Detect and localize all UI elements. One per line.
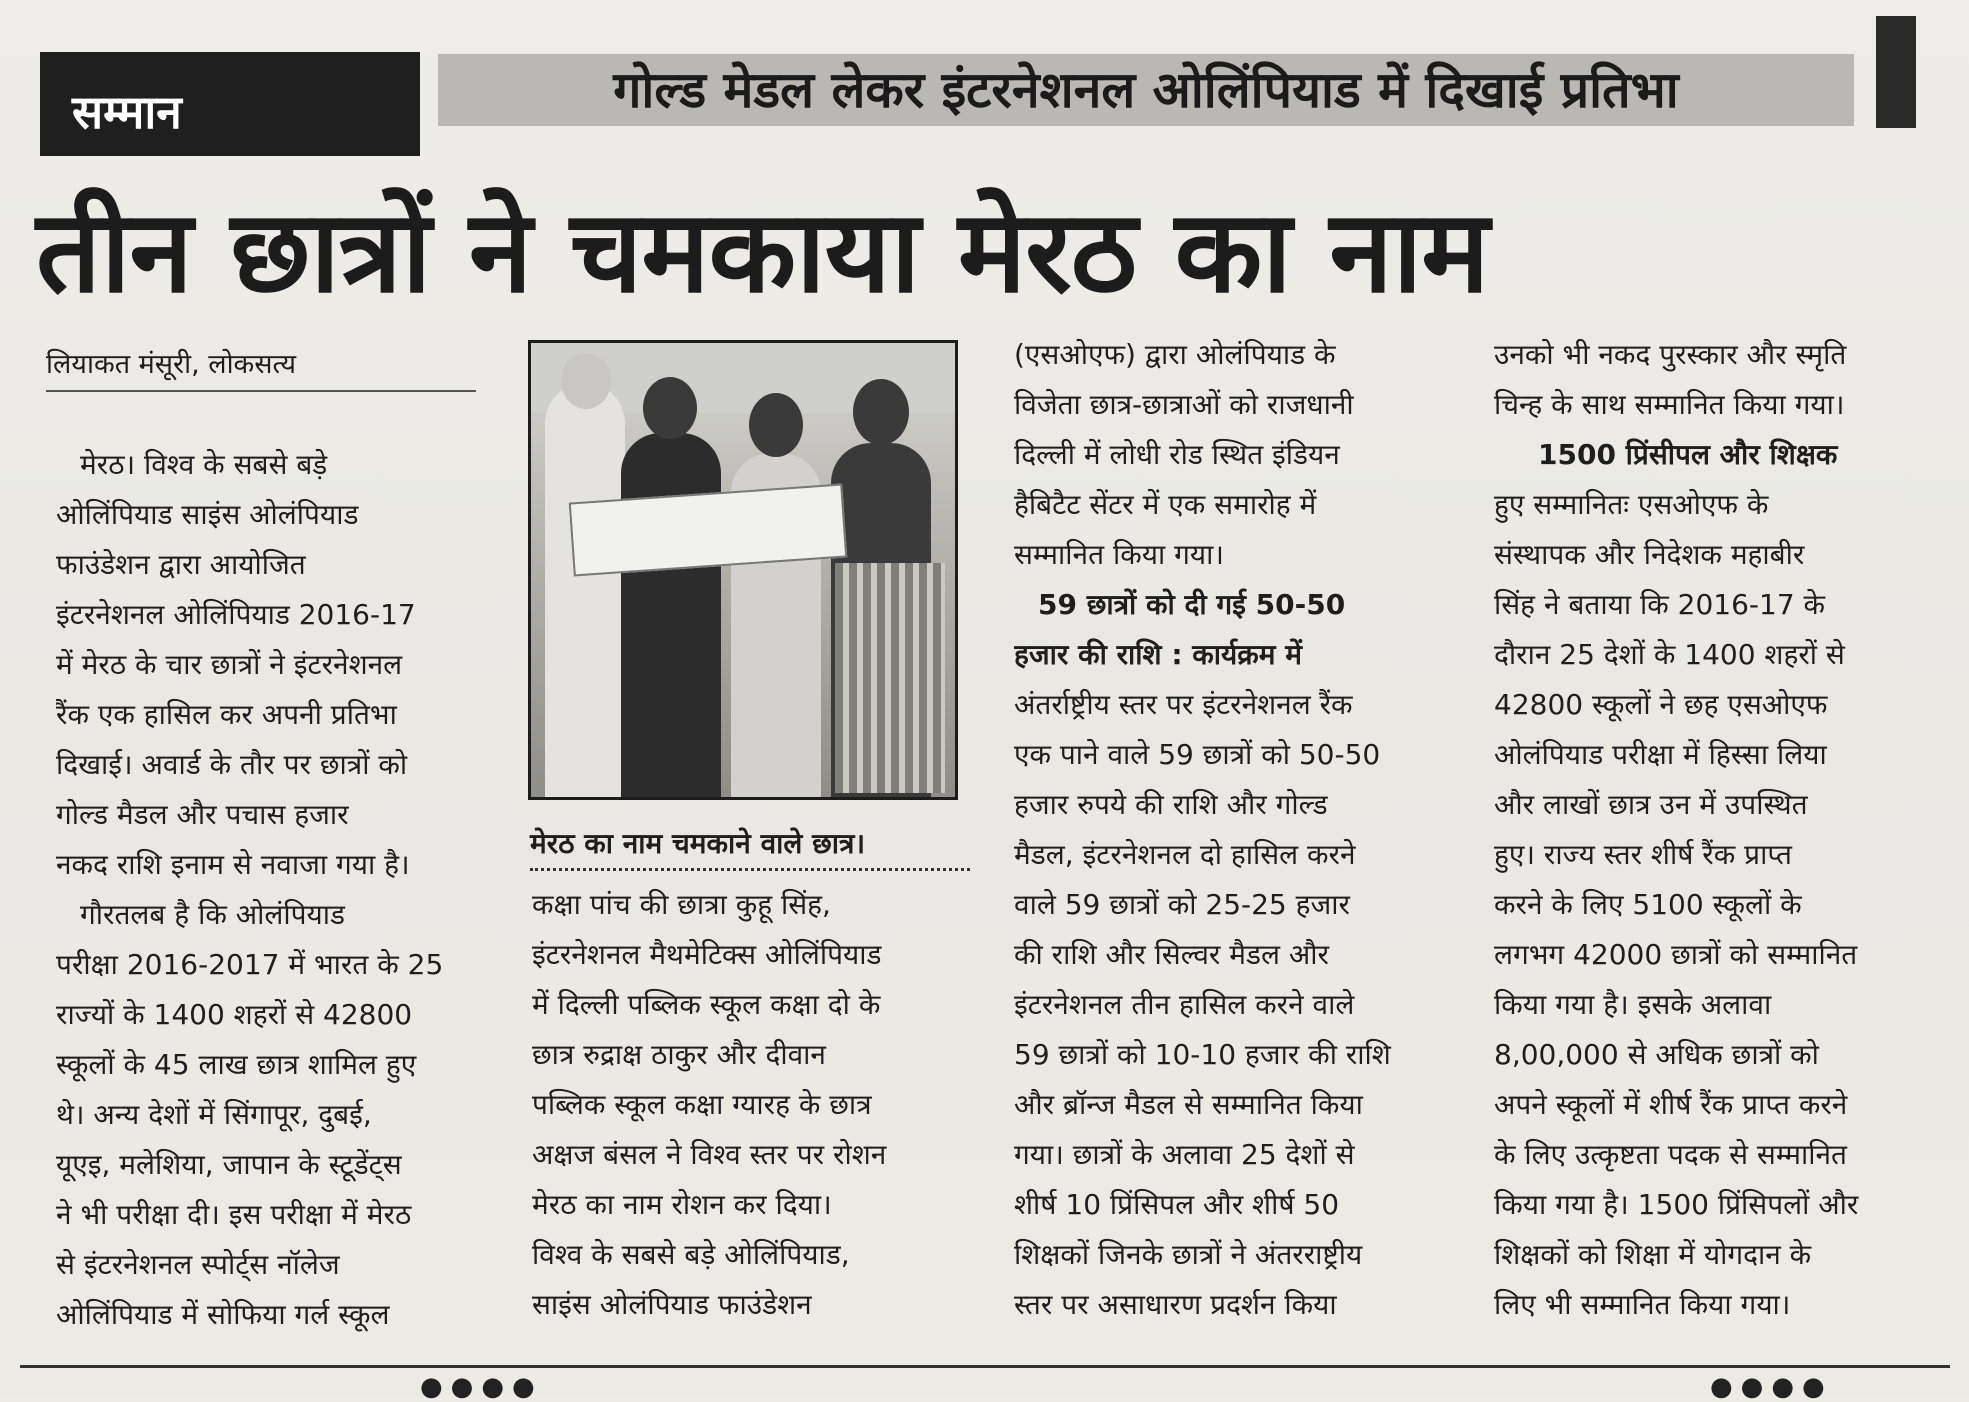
photo-rack — [835, 563, 945, 793]
text-line: चिन्ह के साथ सम्मानित किया गया। — [1494, 388, 1845, 421]
text-line: स्तर पर असाधारण प्रदर्शन किया — [1014, 1288, 1337, 1321]
text-line: मेरठ का नाम रोशन कर दिया। — [532, 1188, 832, 1221]
text-line: में दिल्ली पब्लिक स्कूल कक्षा दो के — [532, 988, 881, 1021]
text-line: से इंटरनेशनल स्पोर्ट्स नॉलेज — [56, 1248, 340, 1281]
text-line: गया। छात्रों के अलावा 25 देशों से — [1014, 1138, 1355, 1171]
text-line: यूएइ, मलेशिया, जापान के स्टूडेंट्स — [56, 1148, 402, 1181]
text-line: शिक्षकों जिनके छात्रों ने अंतरराष्ट्रीय — [1014, 1238, 1363, 1271]
text-line: छात्र रुद्राक्ष ठाकुर और दीवान — [532, 1038, 826, 1071]
article-column-2 — [532, 880, 972, 1330]
text-line: अंतर्राष्ट्रीय स्तर पर इंटरनेशनल रैंक — [1014, 688, 1353, 721]
text-line: नकद राशि इनाम से नवाजा गया है। — [56, 848, 410, 881]
bottom-rule — [20, 1365, 1950, 1368]
photo-caption: मेरठ का नाम चमकाने वाले छात्र। — [530, 827, 866, 860]
text-line: 59 छात्रों को 10-10 हजार की राशि — [1014, 1038, 1391, 1071]
text-line: गोल्ड मैडल और पचास हजार — [56, 798, 349, 831]
text-line: और ब्रॉन्ज मैडल से सम्मानित किया — [1014, 1088, 1363, 1121]
text-line: कक्षा पांच की छात्रा कुहू सिंह, — [532, 888, 831, 921]
text-line: परीक्षा 2016-2017 में भारत के 25 — [56, 948, 444, 981]
text-line: पब्लिक स्कूल कक्षा ग्यारह के छात्र — [532, 1088, 872, 1121]
text-line: विश्व के सबसे बड़े ओलिंपियाड, — [532, 1238, 850, 1271]
section-label — [40, 52, 418, 156]
text-line: उनको भी नकद पुरस्कार और स्मृति — [1494, 338, 1847, 371]
text-line: मैडल, इंटरनेशनल दो हासिल करने — [1014, 838, 1356, 871]
text-line: दिल्ली में लोधी रोड स्थित इंडियन — [1014, 438, 1340, 471]
subheading-text: हजार की राशि : कार्यक्रम में — [1014, 638, 1303, 671]
text-line: इंटरनेशनल तीन हासिल करने वाले — [1014, 988, 1355, 1021]
text-line: राज्यों के 1400 शहरों से 42800 — [56, 998, 413, 1031]
text-line: साइंस ओलंपियाड फाउंडेशन — [532, 1288, 812, 1321]
bottom-dots-icon: ●●●● — [420, 1372, 543, 1402]
text-line: हजार रुपये की राशि और गोल्ड — [1014, 788, 1328, 821]
text-line: शिक्षकों को शिक्षा में योगदान के — [1494, 1238, 1812, 1271]
text-line: लिए भी सम्मानित किया गया। — [1494, 1288, 1791, 1321]
text-line: 42800 स्कूलों ने छह एसओएफ — [1494, 688, 1828, 721]
text-line: ओलिंपियाड साइंस ओलंपियाड — [56, 498, 359, 531]
news-photo — [528, 340, 958, 800]
kicker-end-block — [1876, 16, 1916, 128]
text-line: एक पाने वाले 59 छात्रों को 50-50 — [1014, 738, 1381, 771]
text-line: थे। अन्य देशों में सिंगापूर, दुबई, — [56, 1098, 372, 1131]
text-line: करने के लिए 5100 स्कूलों के — [1494, 888, 1802, 921]
section-label-text: सम्मान — [72, 85, 182, 139]
section-label-bar — [404, 52, 420, 156]
photo-person-head — [749, 393, 803, 457]
text-line: हैबिटैट सेंटर में एक समारोह में — [1014, 488, 1317, 521]
text-line: की राशि और सिल्वर मैडल और — [1014, 938, 1329, 971]
kicker-headline: गोल्ड मेडल लेकर इंटरनेशनल ओलिंपियाड में दिखाई प्रतिभा — [438, 54, 1854, 126]
byline-rule — [46, 390, 476, 392]
subheading-text: 59 छात्रों को दी गई 50-50 — [1038, 588, 1346, 621]
text-line: में मेरठ के चार छात्रों ने इंटरनेशनल — [56, 648, 403, 681]
text-line: अपने स्कूलों में शीर्ष रैंक प्राप्त करने — [1494, 1088, 1848, 1121]
photo-person-head — [561, 353, 611, 409]
text-line: गौरतलब है कि ओलंपियाड — [80, 898, 345, 931]
text-line: रैंक एक हासिल कर अपनी प्रतिभा — [56, 698, 397, 731]
article-column-1 — [56, 440, 486, 1340]
bottom-dots-icon: ●●●● — [1710, 1372, 1833, 1402]
text-line: वाले 59 छात्रों को 25-25 हजार — [1014, 888, 1350, 921]
text-line: संस्थापक और निदेशक महाबीर — [1494, 538, 1805, 571]
text-line: अक्षज बंसल ने विश्व स्तर पर रोशन — [532, 1138, 887, 1171]
byline: लियाकत मंसूरी, लोकसत्य — [46, 349, 297, 380]
text-line: किया गया है। 1500 प्रिंसिपलों और — [1494, 1188, 1859, 1221]
text-line: (एसओएफ) द्वारा ओलंपियाड के — [1014, 338, 1336, 371]
text-line: 8,00,000 से अधिक छात्रों को — [1494, 1038, 1819, 1071]
main-headline: तीन छात्रों ने चमकाया मेरठ का नाम — [36, 185, 1489, 318]
text-line: दिखाई। अवार्ड के तौर पर छात्रों को — [56, 748, 408, 781]
text-line: फाउंडेशन द्वारा आयोजित — [56, 548, 306, 581]
text-line: लगभग 42000 छात्रों को सम्मानित — [1494, 938, 1858, 971]
photo-person-head — [853, 379, 909, 445]
text-line: किया गया है। इसके अलावा — [1494, 988, 1772, 1021]
text-line: दौरान 25 देशों के 1400 शहरों से — [1494, 638, 1845, 671]
text-line: मेरठ। विश्व के सबसे बड़े — [80, 448, 328, 481]
text-line: ने भी परीक्षा दी। इस परीक्षा में मेरठ — [56, 1198, 412, 1231]
text-line: के लिए उत्कृष्टता पदक से सम्मानित — [1494, 1138, 1847, 1171]
subheading-text: 1500 प्रिंसीपल और शिक्षक — [1538, 438, 1838, 471]
text-line: सिंह ने बताया कि 2016-17 के — [1494, 588, 1826, 621]
caption-rule — [530, 868, 970, 871]
text-line: स्कूलों के 45 लाख छात्र शामिल हुए — [56, 1048, 417, 1081]
text-line: ओलिंपियाड में सोफिया गर्ल स्कूल — [56, 1298, 390, 1331]
text-line: इंटरनेशनल मैथमेटिक्स ओलिंपियाड — [532, 938, 882, 971]
article-column-4 — [1494, 330, 1934, 1330]
photo-person — [621, 433, 721, 800]
text-line: ओलंपियाड परीक्षा में हिस्सा लिया — [1494, 738, 1827, 771]
photo-person — [545, 383, 625, 800]
text-line: इंटरनेशनल ओलिंपियाड 2016-17 — [56, 598, 416, 631]
text-line: विजेता छात्र-छात्राओं को राजधानी — [1014, 388, 1354, 421]
photo-person-head — [643, 377, 697, 439]
text-line: हुए। राज्य स्तर शीर्ष रैंक प्राप्त — [1494, 838, 1792, 871]
text-line: हुए सम्मानितः एसओएफ के — [1494, 488, 1769, 521]
text-line: सम्मानित किया गया। — [1014, 538, 1224, 571]
text-line: शीर्ष 10 प्रिंसिपल और शीर्ष 50 — [1014, 1188, 1340, 1221]
text-line: और लाखों छात्र उन में उपस्थित — [1494, 788, 1808, 821]
article-column-3 — [1014, 330, 1454, 1330]
